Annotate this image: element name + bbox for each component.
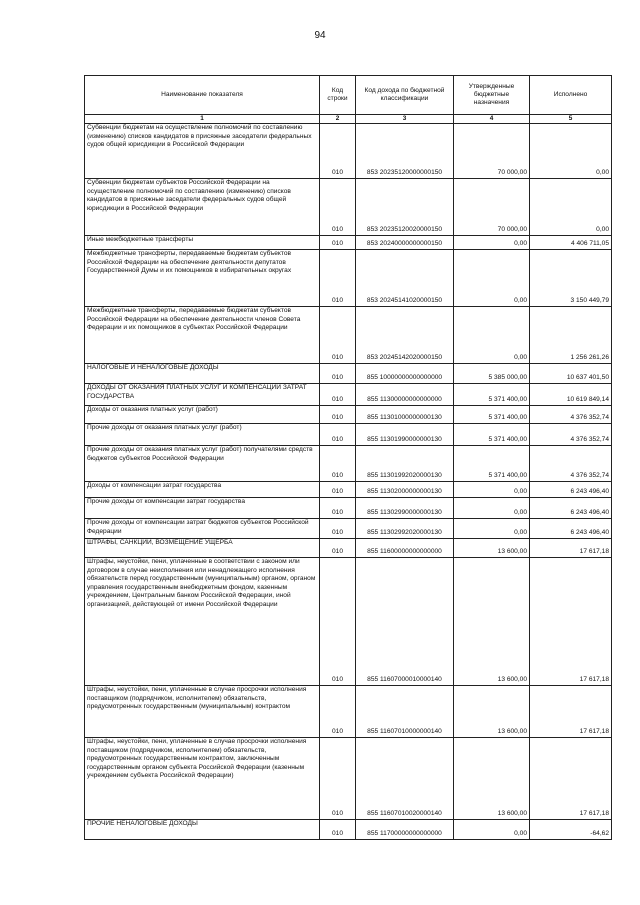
row-revenue-code: 853 20245142020000150: [356, 307, 454, 364]
row-revenue-code: 853 20240000000000150: [356, 236, 454, 250]
row-line-code: 010: [320, 250, 356, 307]
row-name: Штрафы, неустойки, пени, уплаченные в соответствии с законом или договором в случае неисполнения или ненадлежащего исполнения обязательств перед государственным (муниципальным) органом, органом управления государственным внебюджетным фондом, казенным учреждением, Центральным банком Российской Федерации, иной организацией, действующей от имени Российской Федерации: [85, 558, 320, 686]
row-revenue-code: 855 10000000000000000: [356, 364, 454, 384]
table-row: [85, 498, 612, 519]
row-name: Межбюджетные трансферты, передаваемые бюджетам субъектов Российской Федерации на обеспечение деятельности депутатов Государственной Думы и их помощников в избирательных округах: [85, 250, 320, 307]
row-line-code: 010: [320, 482, 356, 498]
budget-revenue-table: [84, 75, 612, 840]
row-revenue-code: 855 11300000000000000: [356, 384, 454, 406]
row-executed-amount: 0,00: [530, 179, 612, 236]
table-row: [85, 424, 612, 446]
row-executed-amount: 17 617,18: [530, 738, 612, 820]
page-number: 94: [314, 30, 326, 41]
row-name: Прочие доходы от компенсации затрат государства: [85, 498, 320, 519]
row-revenue-code: 853 20245141020000150: [356, 250, 454, 307]
row-executed-amount: 4 376 352,74: [530, 446, 612, 482]
row-approved-amount: 0,00: [454, 820, 530, 840]
row-line-code: 010: [320, 738, 356, 820]
row-approved-amount: 5 371 400,00: [454, 384, 530, 406]
row-approved-amount: 5 371 400,00: [454, 424, 530, 446]
row-approved-amount: 0,00: [454, 236, 530, 250]
row-approved-amount: 5 385 000,00: [454, 364, 530, 384]
table-row: [85, 539, 612, 558]
header-name: Наименование показателя: [85, 76, 320, 115]
header-revenue-code: Код дохода по бюджетной классификации: [356, 76, 454, 115]
row-revenue-code: 853 20235120020000150: [356, 179, 454, 236]
row-executed-amount: 17 617,18: [530, 539, 612, 558]
row-line-code: 010: [320, 124, 356, 179]
row-approved-amount: 0,00: [454, 519, 530, 539]
row-name: ПРОЧИЕ НЕНАЛОГОВЫЕ ДОХОДЫ: [85, 820, 320, 840]
table-row: [85, 558, 612, 686]
row-name: ДОХОДЫ ОТ ОКАЗАНИЯ ПЛАТНЫХ УСЛУГ И КОМПЕНСАЦИИ ЗАТРАТ ГОСУДАРСТВА: [85, 384, 320, 406]
row-name: Доходы от компенсации затрат государства: [85, 482, 320, 498]
header-line-code: Код строки: [320, 76, 356, 115]
row-approved-amount: 13 600,00: [454, 738, 530, 820]
table-header-row: [85, 76, 612, 115]
row-revenue-code: 855 11302000000000130: [356, 482, 454, 498]
column-number: 3: [356, 115, 454, 124]
table-row: [85, 686, 612, 738]
row-line-code: 010: [320, 406, 356, 424]
row-name: Штрафы, неустойки, пени, уплаченные в случае просрочки исполнения поставщиком (подрядчиком, исполнителем) обязательств, предусмотренных государственным (муниципальным) контрактом: [85, 686, 320, 738]
row-approved-amount: 0,00: [454, 250, 530, 307]
table-row: [85, 384, 612, 406]
row-approved-amount: 5 371 400,00: [454, 406, 530, 424]
header-approved: Утвержденные бюджетные назначения: [454, 76, 530, 115]
row-revenue-code: 855 11607010000000140: [356, 686, 454, 738]
row-line-code: 010: [320, 519, 356, 539]
row-revenue-code: 855 11302992020000130: [356, 519, 454, 539]
table-row: [85, 820, 612, 840]
row-approved-amount: 13 600,00: [454, 539, 530, 558]
row-line-code: 010: [320, 424, 356, 446]
row-approved-amount: 5 371 400,00: [454, 446, 530, 482]
row-approved-amount: 13 600,00: [454, 558, 530, 686]
column-number: 2: [320, 115, 356, 124]
table-row: [85, 519, 612, 539]
row-name: Межбюджетные трансферты, передаваемые бюджетам субъектов Российской Федерации на обеспечение деятельности членов Совета Федерации и их помощников в субъектах Российской Федерации: [85, 307, 320, 364]
row-line-code: 010: [320, 539, 356, 558]
row-line-code: 010: [320, 820, 356, 840]
row-revenue-code: 855 11301992020000130: [356, 446, 454, 482]
row-name: Иные межбюджетные трансферты: [85, 236, 320, 250]
row-executed-amount: 4 376 352,74: [530, 406, 612, 424]
row-revenue-code: 855 11600000000000000: [356, 539, 454, 558]
table-row: [85, 738, 612, 820]
column-number: 4: [454, 115, 530, 124]
row-executed-amount: 10 637 401,50: [530, 364, 612, 384]
row-name: Субвенции бюджетам на осуществление полномочий по составлению (изменению) списков кандидатов в присяжные заседатели федеральных судов общей юрисдикции в Российской Федерации: [85, 124, 320, 179]
row-approved-amount: 0,00: [454, 482, 530, 498]
row-approved-amount: 70 000,00: [454, 179, 530, 236]
row-executed-amount: 4 376 352,74: [530, 424, 612, 446]
row-executed-amount: 3 150 449,79: [530, 250, 612, 307]
column-number: 1: [85, 115, 320, 124]
row-line-code: 010: [320, 558, 356, 686]
row-revenue-code: 853 20235120000000150: [356, 124, 454, 179]
row-name: Прочие доходы от компенсации затрат бюджетов субъектов Российской Федерации: [85, 519, 320, 539]
row-revenue-code: 855 11302990000000130: [356, 498, 454, 519]
row-name: Субвенции бюджетам субъектов Российской Федерации на осуществление полномочий по составлению (изменению) списков кандидатов в присяжные заседатели федеральных судов общей юрисдикции в Российской Федерации: [85, 179, 320, 236]
row-revenue-code: 855 11607010020000140: [356, 738, 454, 820]
column-number: 5: [530, 115, 612, 124]
row-line-code: 010: [320, 384, 356, 406]
row-line-code: 010: [320, 179, 356, 236]
table-row: [85, 307, 612, 364]
table-row: [85, 236, 612, 250]
row-line-code: 010: [320, 446, 356, 482]
table-row: [85, 446, 612, 482]
row-executed-amount: 0,00: [530, 124, 612, 179]
row-executed-amount: 10 619 849,14: [530, 384, 612, 406]
row-executed-amount: 17 617,18: [530, 686, 612, 738]
row-executed-amount: 6 243 496,40: [530, 482, 612, 498]
row-revenue-code: 855 11607000010000140: [356, 558, 454, 686]
row-name: Доходы от оказания платных услуг (работ): [85, 406, 320, 424]
row-name: Штрафы, неустойки, пени, уплаченные в случае просрочки исполнения поставщиком (подрядчиком, исполнителем) обязательств, предусмотренных государственным контрактом, заключенным государственным органом субъекта Российской Федерации (казенным учреждением субъекта Российской Федерации): [85, 738, 320, 820]
row-executed-amount: -64,62: [530, 820, 612, 840]
row-name: Прочие доходы от оказания платных услуг (работ): [85, 424, 320, 446]
row-executed-amount: 6 243 496,40: [530, 519, 612, 539]
table-row: [85, 124, 612, 179]
row-line-code: 010: [320, 498, 356, 519]
row-approved-amount: 0,00: [454, 307, 530, 364]
table-row: [85, 364, 612, 384]
row-line-code: 010: [320, 236, 356, 250]
table-row: [85, 179, 612, 236]
table-row: [85, 250, 612, 307]
table-row: [85, 482, 612, 498]
row-line-code: 010: [320, 307, 356, 364]
row-approved-amount: 70 000,00: [454, 124, 530, 179]
row-executed-amount: 17 617,18: [530, 558, 612, 686]
row-name: Прочие доходы от оказания платных услуг (работ) получателями средств бюджетов субъектов Российской Федерации: [85, 446, 320, 482]
row-executed-amount: 6 243 496,40: [530, 498, 612, 519]
table-row: [85, 406, 612, 424]
header-executed: Исполнено: [530, 76, 612, 115]
row-approved-amount: 0,00: [454, 498, 530, 519]
row-executed-amount: 1 256 261,26: [530, 307, 612, 364]
row-line-code: 010: [320, 686, 356, 738]
row-line-code: 010: [320, 364, 356, 384]
row-revenue-code: 855 11301990000000130: [356, 424, 454, 446]
row-name: ШТРАФЫ, САНКЦИИ, ВОЗМЕЩЕНИЕ УЩЕРБА: [85, 539, 320, 558]
row-revenue-code: 855 11700000000000000: [356, 820, 454, 840]
row-executed-amount: 4 406 711,05: [530, 236, 612, 250]
row-approved-amount: 13 600,00: [454, 686, 530, 738]
row-name: НАЛОГОВЫЕ И НЕНАЛОГОВЫЕ ДОХОДЫ: [85, 364, 320, 384]
column-number-row: [85, 115, 612, 124]
row-revenue-code: 855 11301000000000130: [356, 406, 454, 424]
